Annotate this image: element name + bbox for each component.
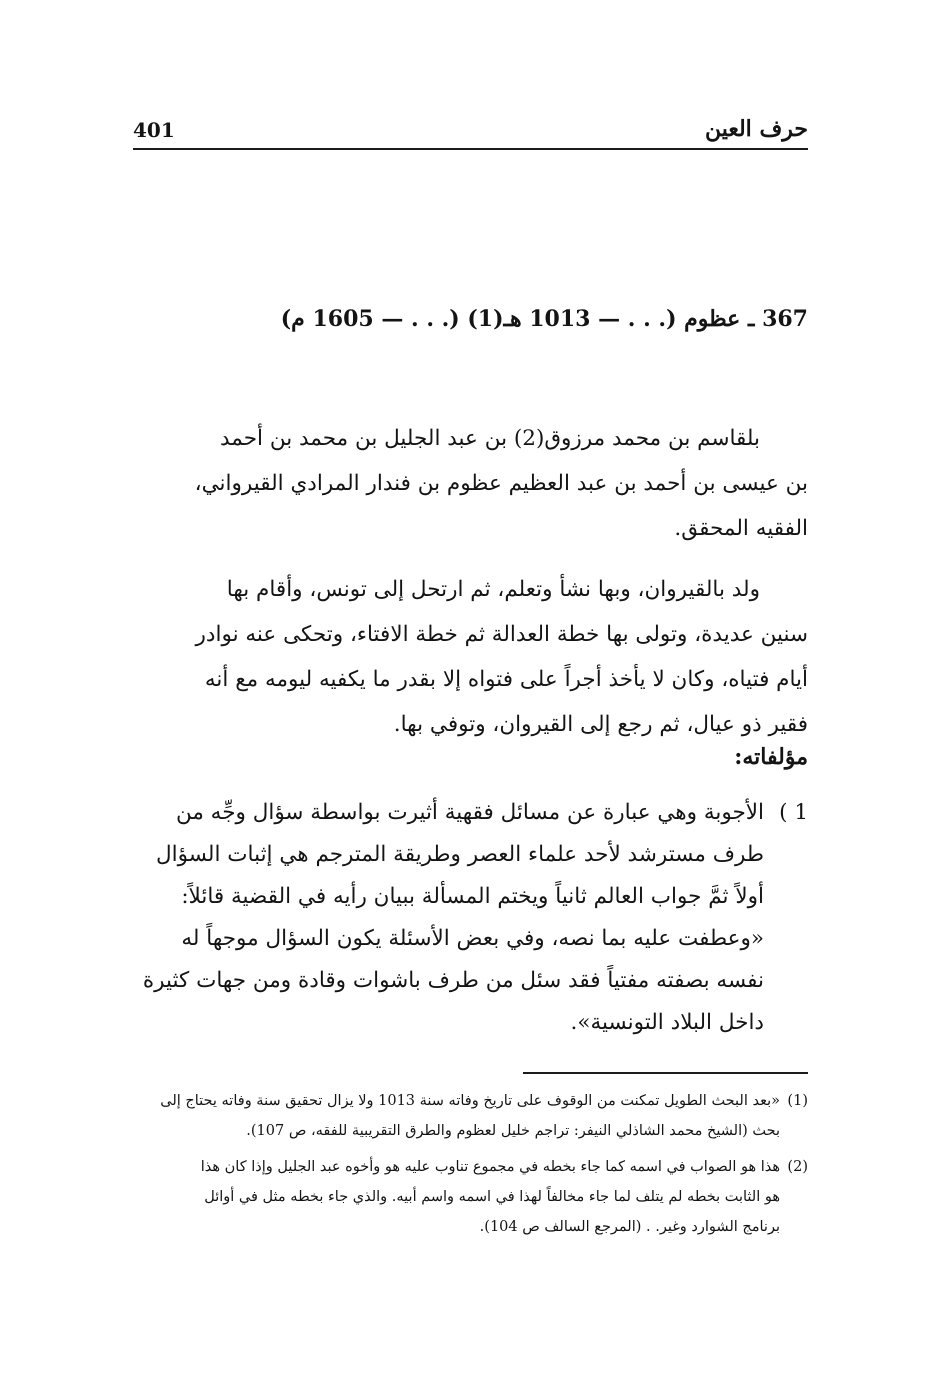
footnote-line: هو الثابت بخطه لم يتلف لما جاء مخالفاً لهذا في اسمه واسم أبيه. والذي جاء بخطه مثل في أوائل	[204, 1189, 780, 1205]
entry-heading: 367 ـ عظوم (. . . — 1013 هـ(1) (. . . — 1605 م)	[280, 306, 808, 332]
footnote-mark: (1)	[787, 1093, 808, 1109]
works-item-line: أولاً ثمَّ جواب العالم ثانياً ويختم المسألة ببيان رأيه في القضية قائلاً:	[181, 884, 764, 909]
biography-line: فقير ذو عيال، ثم رجع إلى القيروان، وتوفي بها.	[393, 712, 808, 737]
footnote-rule	[523, 1072, 808, 1074]
footnote-text	[133, 1086, 780, 1146]
biography-line: بن عيسى بن أحمد بن عبد العظيم عظوم بن فندار المرادي القيرواني،	[194, 471, 808, 496]
works-item-line: «وعطفت عليه بما نصه، وفي بعض الأسئلة يكون السؤال موجهاً له	[181, 926, 764, 951]
works-item-line: الأجوبة وهي عبارة عن مسائل فقهية أثيرت بواسطة سؤال وجِّه من	[175, 800, 764, 825]
biography-line: أيام فتياه، وكان لا يأخذ أجراً على فتواه إلا بقدر ما يكفيه ليومه مع أنه	[204, 667, 808, 692]
page-number: 401	[133, 118, 175, 142]
biography-line: الفقيه المحقق.	[674, 516, 808, 541]
footnote	[133, 1152, 808, 1242]
footnote-mark: (2)	[787, 1159, 808, 1175]
footnote	[133, 1086, 808, 1146]
footnote-line: هذا هو الصواب في اسمه كما جاء بخطه في مجموع تناوب عليه هو وأخوه عبد الجليل وإذا كان هذا	[200, 1159, 780, 1175]
works-item-number: 1 )	[779, 800, 808, 825]
paragraph-gap	[133, 551, 808, 567]
footnote-line: بحث (الشيخ محمد الشاذلي النيفر: تراجم خليل لعظوم والطرق التقريبية للفقه، ص 107).	[246, 1123, 780, 1139]
biography	[133, 416, 808, 747]
works-item-line: داخل البلاد التونسية».	[570, 1010, 764, 1035]
footnote-line: برنامج الشوارد وغير. . (المرجع السالف ص 104).	[479, 1219, 780, 1235]
works-item-line: طرف مسترشد لأحد علماء العصر وطريقة المترجم هي إثبات السؤال	[156, 842, 764, 867]
works-list-item	[133, 792, 808, 1044]
footnote-text	[133, 1152, 780, 1242]
works-item-line: نفسه بصفته مفتياً فقد سئل من طرف باشوات وقادة ومن جهات كثيرة	[142, 968, 764, 993]
biography-line: سنين عديدة، وتولى بها خطة العدالة ثم خطة الافتاء، وتحكى عنه نوادر	[195, 622, 808, 647]
running-header	[133, 112, 808, 148]
biography-line: ولد بالقيروان، وبها نشأ وتعلم، ثم ارتحل إلى تونس، وأقام بها	[226, 577, 760, 602]
works-item-text	[133, 792, 764, 1044]
works-heading: مؤلفاته:	[734, 744, 808, 770]
chapter-title: حرف العين	[704, 116, 808, 142]
footnotes	[133, 1086, 808, 1242]
header-rule	[133, 148, 808, 150]
footnote-line: «بعد البحث الطويل تمكنت من الوقوف على تاريخ وفاته سنة 1013 ولا يزال تحقيق سنة وفاته يحتاج إلى	[160, 1093, 780, 1109]
biography-line: بلقاسم بن محمد مرزوق(2) بن عبد الجليل بن محمد بن أحمد	[220, 426, 760, 451]
